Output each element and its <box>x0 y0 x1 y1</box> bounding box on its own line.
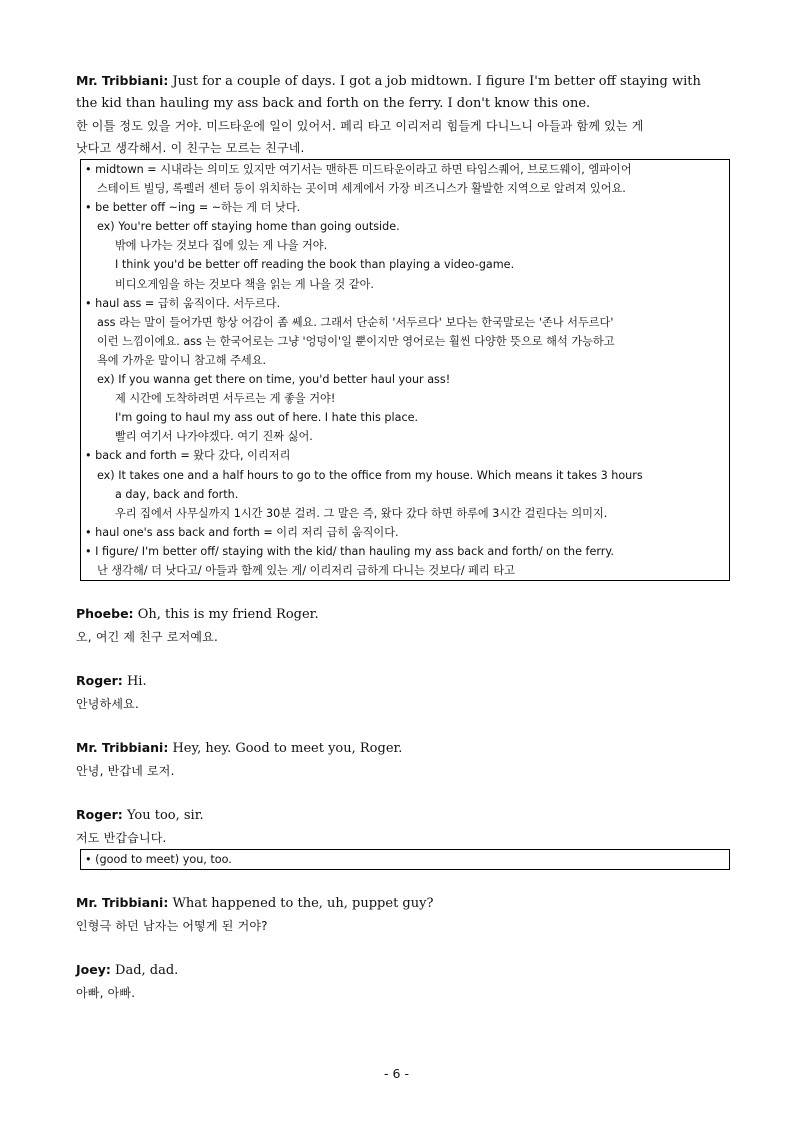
vocabulary-note-box <box>80 849 730 870</box>
note-line: I'm going to haul my ass out of here. I hate this place. <box>115 411 419 425</box>
note-line: • haul one's ass back and forth = 이리 저리 급히 움직이다. <box>85 525 399 539</box>
english-text: Dad, dad. <box>115 963 179 979</box>
dialogue-block <box>76 892 736 937</box>
note-line: 욕에 가까운 말이니 참고해 주세요. <box>97 353 267 367</box>
korean-text: 아빠, 아빠. <box>76 986 136 1001</box>
note-line: 제 시간에 도착하려면 서두르는 게 좋을 거야! <box>115 392 336 406</box>
note-line: ass 라는 말이 들어가면 항상 어감이 좀 쎄요. 그래서 단순히 '서두르다' 보다는 한국말로는 '존나 서두르다' <box>97 315 614 329</box>
english-text: Hi. <box>126 674 147 690</box>
korean-text: 인형극 하던 남자는 어떻게 된 거야? <box>76 919 268 934</box>
note-line: 빨리 여기서 나가야겠다. 여기 진짜 싫어. <box>115 430 313 444</box>
note-line: • (good to meet) you, too. <box>85 853 232 867</box>
note-line: 이런 느낌이에요. ass 는 한국어로는 그냥 '엉덩이'일 뿐이지만 영어로는 훨씬 다양한 뜻으로 해석 가능하고 <box>97 334 615 348</box>
page-number: - 6 - <box>384 1066 409 1081</box>
dialogue-block <box>76 670 736 715</box>
korean-text: 오, 여긴 제 친구 로저예요. <box>76 630 219 645</box>
english-text: Hey, hey. Good to meet you, Roger. <box>172 741 403 757</box>
dialogue-block <box>76 603 736 648</box>
note-line: 난 생각해/ 더 낫다고/ 아들과 함께 있는 게/ 이리저리 급하게 다니는 것보다/ 페리 타고 <box>97 563 515 577</box>
korean-text: 저도 반갑습니다. <box>76 831 167 846</box>
note-line: 비디오게임을 하는 것보다 책을 읽는 게 나을 것 같아. <box>115 277 374 291</box>
dialogue-block <box>76 70 736 581</box>
note-line: 우리 집에서 사무실까지 1시간 30분 걸려. 그 말은 즉, 왔다 갔다 하면 하루에 3시간 걸린다는 의미지. <box>115 506 608 520</box>
note-line: ex) It takes one and a half hours to go to the office from my house. Which means it takes 3 hours <box>97 468 643 482</box>
dialogue-block <box>76 804 736 870</box>
note-line: • back and forth = 왔다 갔다, 이리저리 <box>85 449 291 463</box>
note-line: • haul ass = 급히 움직이다. 서두르다. <box>85 296 281 310</box>
speaker-name: Roger: <box>76 807 123 823</box>
korean-text: 낫다고 생각해서. 이 친구는 모르는 친구네. <box>76 141 305 155</box>
note-line: 밖에 나가는 것보다 집에 있는 게 나을 거야. <box>115 239 328 253</box>
korean-text: 안녕, 반갑네 로저. <box>76 764 175 779</box>
english-text: Oh, this is my friend Roger. <box>137 607 319 623</box>
english-text: Just for a couple of days. I got a job midtown. I figure I'm better off staying with <box>172 74 701 89</box>
note-line: I think you'd be better off reading the book than playing a video-game. <box>115 258 515 272</box>
note-line: 스테이트 빌딩, 록펠러 센터 등이 위치하는 곳이며 세계에서 가장 비즈니스가 활발한 지역으로 알려져 있어요. <box>97 182 626 196</box>
speaker-name: Mr. Tribbiani: <box>76 73 169 88</box>
speaker-name: Mr. Tribbiani: <box>76 895 169 911</box>
dialogue-block <box>76 959 736 1004</box>
english-text: What happened to the, uh, puppet guy? <box>172 896 434 912</box>
note-line: ex) You're better off staying home than going outside. <box>97 220 400 234</box>
note-line: • I figure/ I'm better off/ staying with the kid/ than hauling my ass back and forth/ on the ferry. <box>85 544 614 558</box>
note-line: ex) If you wanna get there on time, you'd better haul your ass! <box>97 373 451 387</box>
note-line: • be better off ~ing = ~하는 게 더 낫다. <box>85 201 301 215</box>
dialogue-block <box>76 737 736 782</box>
korean-text: 안녕하세요. <box>76 697 139 712</box>
speaker-name: Mr. Tribbiani: <box>76 740 169 756</box>
english-text: the kid than hauling my ass back and forth on the ferry. I don't know this one. <box>76 96 591 111</box>
korean-text: 한 이틀 정도 있을 거야. 미드타운에 일이 있어서. 페리 타고 이리저리 힘들게 다니느니 아들과 함께 있는 게 <box>76 119 644 133</box>
dialogue-line <box>76 70 736 93</box>
speaker-name: Joey: <box>76 962 111 978</box>
note-line: • midtown = 시내라는 의미도 있지만 여기서는 맨하튼 미드타운이라고 하면 타임스퀘어, 브로드웨이, 엠파이어 <box>85 163 632 176</box>
speaker-name: Roger: <box>76 673 123 689</box>
speaker-name: Phoebe: <box>76 606 134 622</box>
vocabulary-note-box <box>80 159 730 581</box>
note-line: a day, back and forth. <box>115 487 239 501</box>
document-page <box>76 70 736 1004</box>
english-text: You too, sir. <box>126 808 204 824</box>
